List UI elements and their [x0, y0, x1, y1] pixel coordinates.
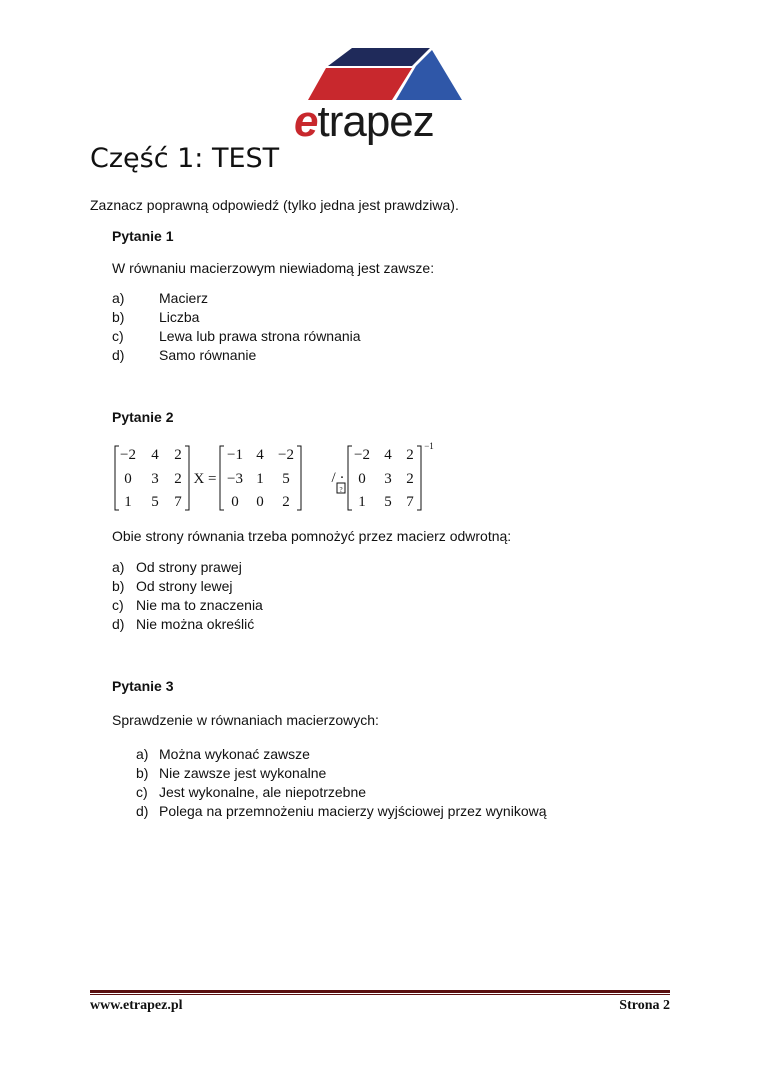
question-1-heading: Pytanie 1 [112, 228, 174, 244]
matrix-a-cell: 2 [174, 447, 182, 463]
q1-option-a[interactable]: a) Macierz [112, 290, 209, 306]
matrix-c-cell: 2 [406, 447, 414, 463]
matrix-b-cell: −3 [227, 471, 243, 487]
question-2-text: Obie strony równania trzeba pomnożyć przez macierz odwrotną: [112, 528, 512, 544]
page-title: Część 1: TEST [90, 143, 280, 174]
matrix-b-cell: 5 [282, 471, 290, 487]
matrix-b-cell: 1 [256, 471, 264, 487]
q1-option-d[interactable]: d) Samo równanie [112, 347, 257, 363]
x-equals: X = [193, 471, 217, 487]
matrix-equation [112, 440, 442, 516]
q2-option-a[interactable]: a) Od strony prawej [112, 559, 242, 575]
q2-option-b[interactable]: b) Od strony lewej [112, 578, 233, 594]
question-1-options [112, 289, 361, 365]
footer-rule [90, 990, 670, 993]
q3-option-b[interactable]: b) Nie zawsze jest wykonalne [136, 765, 327, 781]
matrix-c-cell: 3 [384, 471, 392, 487]
inverse-exponent: −1 [424, 441, 434, 451]
matrix-a-cell: 4 [151, 447, 159, 463]
question-1-text: W równaniu macierzowym niewiadomą jest zawsze: [112, 260, 435, 276]
placeholder-symbol: ? [339, 486, 343, 494]
instruction-text: Zaznacz poprawną odpowiedź (tylko jedna jest prawdziwa). [90, 197, 459, 213]
matrix-a-cell: 2 [174, 471, 182, 487]
matrix-c-cell: 0 [358, 471, 366, 487]
matrix-a-cell: 7 [174, 494, 182, 510]
matrix-c-cell: −2 [354, 447, 370, 463]
q3-option-a[interactable]: a) Można wykonać zawsze [136, 746, 310, 762]
etrapez-logo [290, 44, 475, 144]
matrix-c-cell: 7 [406, 494, 414, 510]
matrix-c-cell: 1 [358, 494, 366, 510]
multiply-operator: / · [331, 470, 345, 486]
question-2-options [112, 558, 263, 634]
footer-rule-thin [90, 994, 670, 995]
footer-page-number: Strona 2 [619, 998, 670, 1013]
question-3-text: Sprawdzenie w równaniach macierzowych: [112, 712, 379, 728]
q2-option-c[interactable]: c) Nie ma to znaczenia [112, 597, 263, 613]
q1-option-c[interactable]: c) Lewa lub prawa strona równania [112, 328, 361, 344]
matrix-a-cell: −2 [120, 447, 136, 463]
matrix-a-cell: 5 [151, 494, 159, 510]
matrix-a-cell: 1 [124, 494, 132, 510]
matrix-b-cell: 0 [256, 494, 264, 510]
q3-option-c[interactable]: c) Jest wykonalne, ale niepotrzebne [136, 784, 367, 800]
matrix-b-cell: 0 [231, 494, 239, 510]
trapezoid-logo-icon [290, 44, 475, 104]
matrix-b-cell: 2 [282, 494, 290, 510]
matrix-c-cell: 4 [384, 447, 392, 463]
matrix-b-cell: 4 [256, 447, 264, 463]
matrix-b-cell: −1 [227, 447, 243, 463]
q2-option-d[interactable]: d) Nie można określić [112, 616, 255, 632]
question-2-heading: Pytanie 2 [112, 409, 174, 425]
question-3-heading: Pytanie 3 [112, 678, 174, 694]
question-3-options [136, 745, 547, 821]
matrix-c-cell: 2 [406, 471, 414, 487]
q3-option-d[interactable]: d) Polega na przemnożeniu macierzy wyjściowej przez wynikową [136, 803, 547, 819]
matrix-a-cell: 0 [124, 471, 132, 487]
logo-wordmark: etrapez [294, 97, 434, 146]
matrix-a-cell: 3 [151, 471, 159, 487]
footer-website-link[interactable]: www.etrapez.pl [90, 998, 183, 1013]
q1-option-b[interactable]: b) Liczba [112, 309, 200, 325]
matrix-c-cell: 5 [384, 494, 392, 510]
matrix-b-cell: −2 [278, 447, 294, 463]
